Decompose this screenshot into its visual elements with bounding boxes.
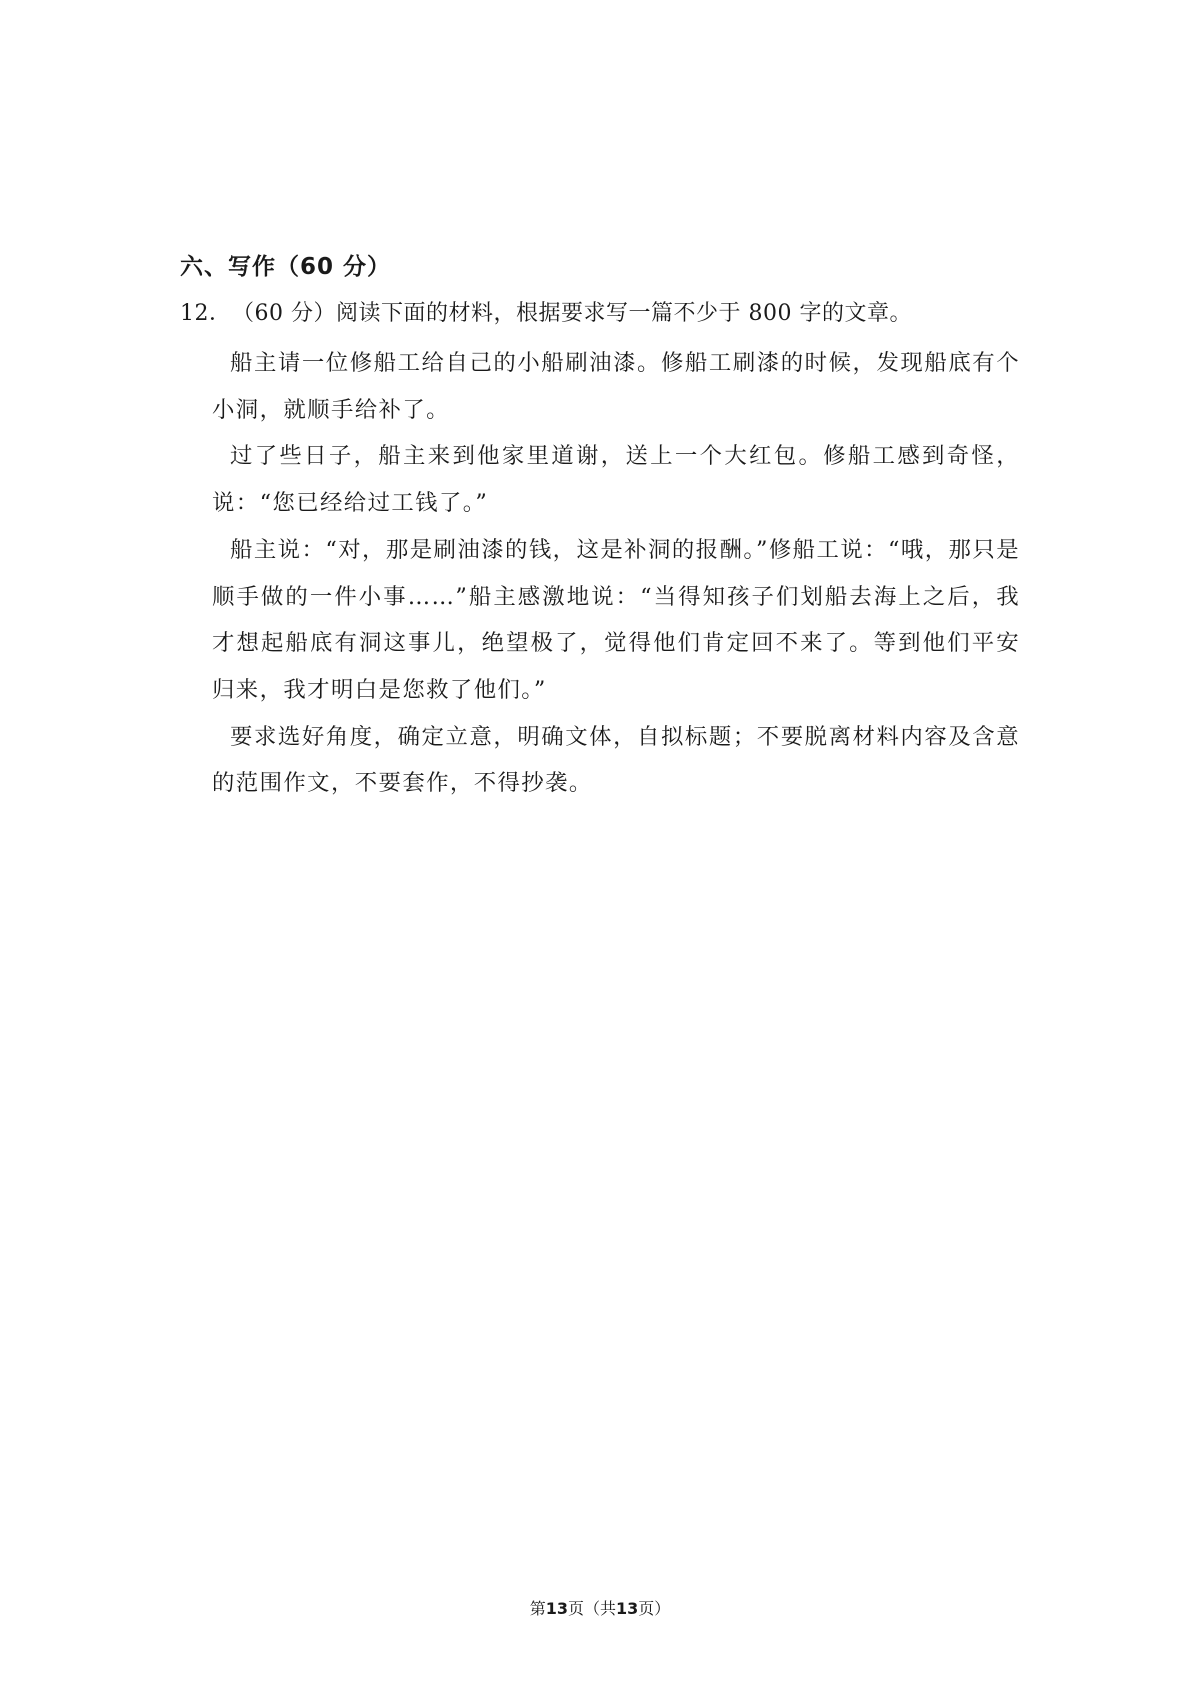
section-heading: 六、写作（60 分） bbox=[180, 254, 392, 280]
question-prompt: （60 分）阅读下面的材料，根据要求写一篇不少于 800 字的文章。 bbox=[232, 301, 912, 326]
material-paragraph-1: 船主请一位修船工给自己的小船刷油漆。修船工刷漆的时候，发现船底有个小洞，就顺手给补了。 bbox=[212, 350, 1020, 423]
total-pages-number: 13 bbox=[616, 1599, 639, 1618]
footer-suffix: 页） bbox=[638, 1599, 671, 1618]
material-paragraph-2: 过了些日子，船主来到他家里道谢，送上一个大红包。修船工感到奇怪，说：“您已经给过工钱了。” bbox=[212, 443, 1020, 517]
material-paragraph-3: 船主说：“对，那是刷油漆的钱，这是补洞的报酬。”修船工说：“哦，那只是顺手做的一件小事……”船主感激地说：“当得知孩子们划船去海上之后，我才想起船底有洞这事儿，绝望极了，觉得他们肯定回不来了。等到他们平安归来，我才明白是您救了他们。” bbox=[212, 536, 1020, 703]
footer-prefix: 第 bbox=[529, 1599, 546, 1618]
question-number: 12． bbox=[180, 301, 232, 326]
footer-middle: 页（共 bbox=[567, 1599, 616, 1618]
requirements-paragraph: 要求选好角度，确定立意，明确文体，自拟标题；不要脱离材料内容及含意的范围作文，不要套作，不得抄袭。 bbox=[212, 723, 1020, 797]
page-footer bbox=[0, 1596, 1200, 1619]
question-prompt-line bbox=[180, 296, 912, 327]
current-page-number: 13 bbox=[545, 1599, 568, 1618]
question-material bbox=[212, 340, 1020, 807]
